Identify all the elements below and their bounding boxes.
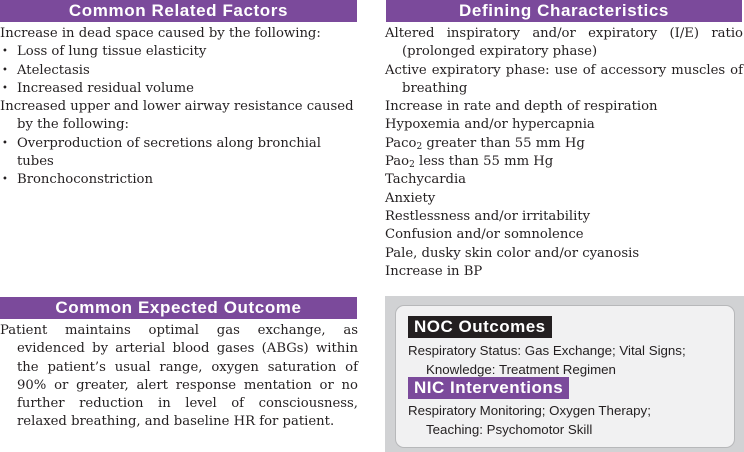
noc-outcomes-label: NOC Outcomes [408,316,552,338]
related-factor-intro: Increase in dead space caused by the following: [0,26,321,41]
characteristic-item: Restlessness and/or irritability [385,208,591,224]
characteristic-item: Confusion and/or somnolence [385,227,584,243]
characteristic-item: Increase in BP [385,263,483,279]
related-factors-list [0,25,358,190]
characteristic-item: Paco$_2$ greater than 55 mm Hg [385,135,585,152]
nic-interventions-label: NIC Interventions [408,377,569,399]
characteristic-item: Altered inspiratory and/or expiratory (I/E) ratio (prolonged expiratory phase) [385,26,743,60]
characteristic-item: Hypoxemia and/or hypercapnia [385,117,595,133]
related-factor-item: • Overproduction of secretions along bronchial tubes [0,135,358,172]
characteristic-item: Anxiety [385,190,436,206]
expected-outcome-header: Common Expected Outcome [0,297,357,319]
defining-characteristics-header: Defining Characteristics [386,0,742,22]
characteristic-item: Increase in rate and depth of respiration [385,99,658,115]
related-factor-item: • Atelectasis [0,62,358,80]
expected-outcome-text: Patient maintains optimal gas exchange, as evidenced by arterial blood gases (ABGs) within the patient’s usual range, oxygen saturation of 90% or greater, alert response mentation or no further reduction in level of consciousness, relaxed breathing, and baseline HR for patient. [0,323,358,430]
nic-interventions-text: Respiratory Monitoring; Oxygen Therapy; Teaching: Psychomotor Skill [408,403,651,437]
characteristic-item: Pao$_2$ less than 55 mm Hg [385,154,554,171]
characteristic-item: Pale, dusky skin color and/or cyanosis [385,245,640,261]
related-factor-item: • Loss of lung tissue elasticity [0,43,358,61]
defining-characteristics-list [385,25,743,281]
related-factor-item: • Bronchoconstriction [0,171,358,189]
characteristic-item: Active expiratory phase: use of accessory muscles of breathing [385,62,743,96]
expected-outcome-body [0,322,358,432]
related-factor-intro: Increased upper and lower airway resistance caused by the following: [0,99,354,133]
related-factors-header: Common Related Factors [0,0,357,22]
noc-outcomes-text: Respiratory Status: Gas Exchange; Vital Signs; Knowledge: Treatment Regimen [408,343,686,377]
related-factor-item: • Increased residual volume [0,80,358,98]
characteristic-item: Tachycardia [385,172,467,188]
